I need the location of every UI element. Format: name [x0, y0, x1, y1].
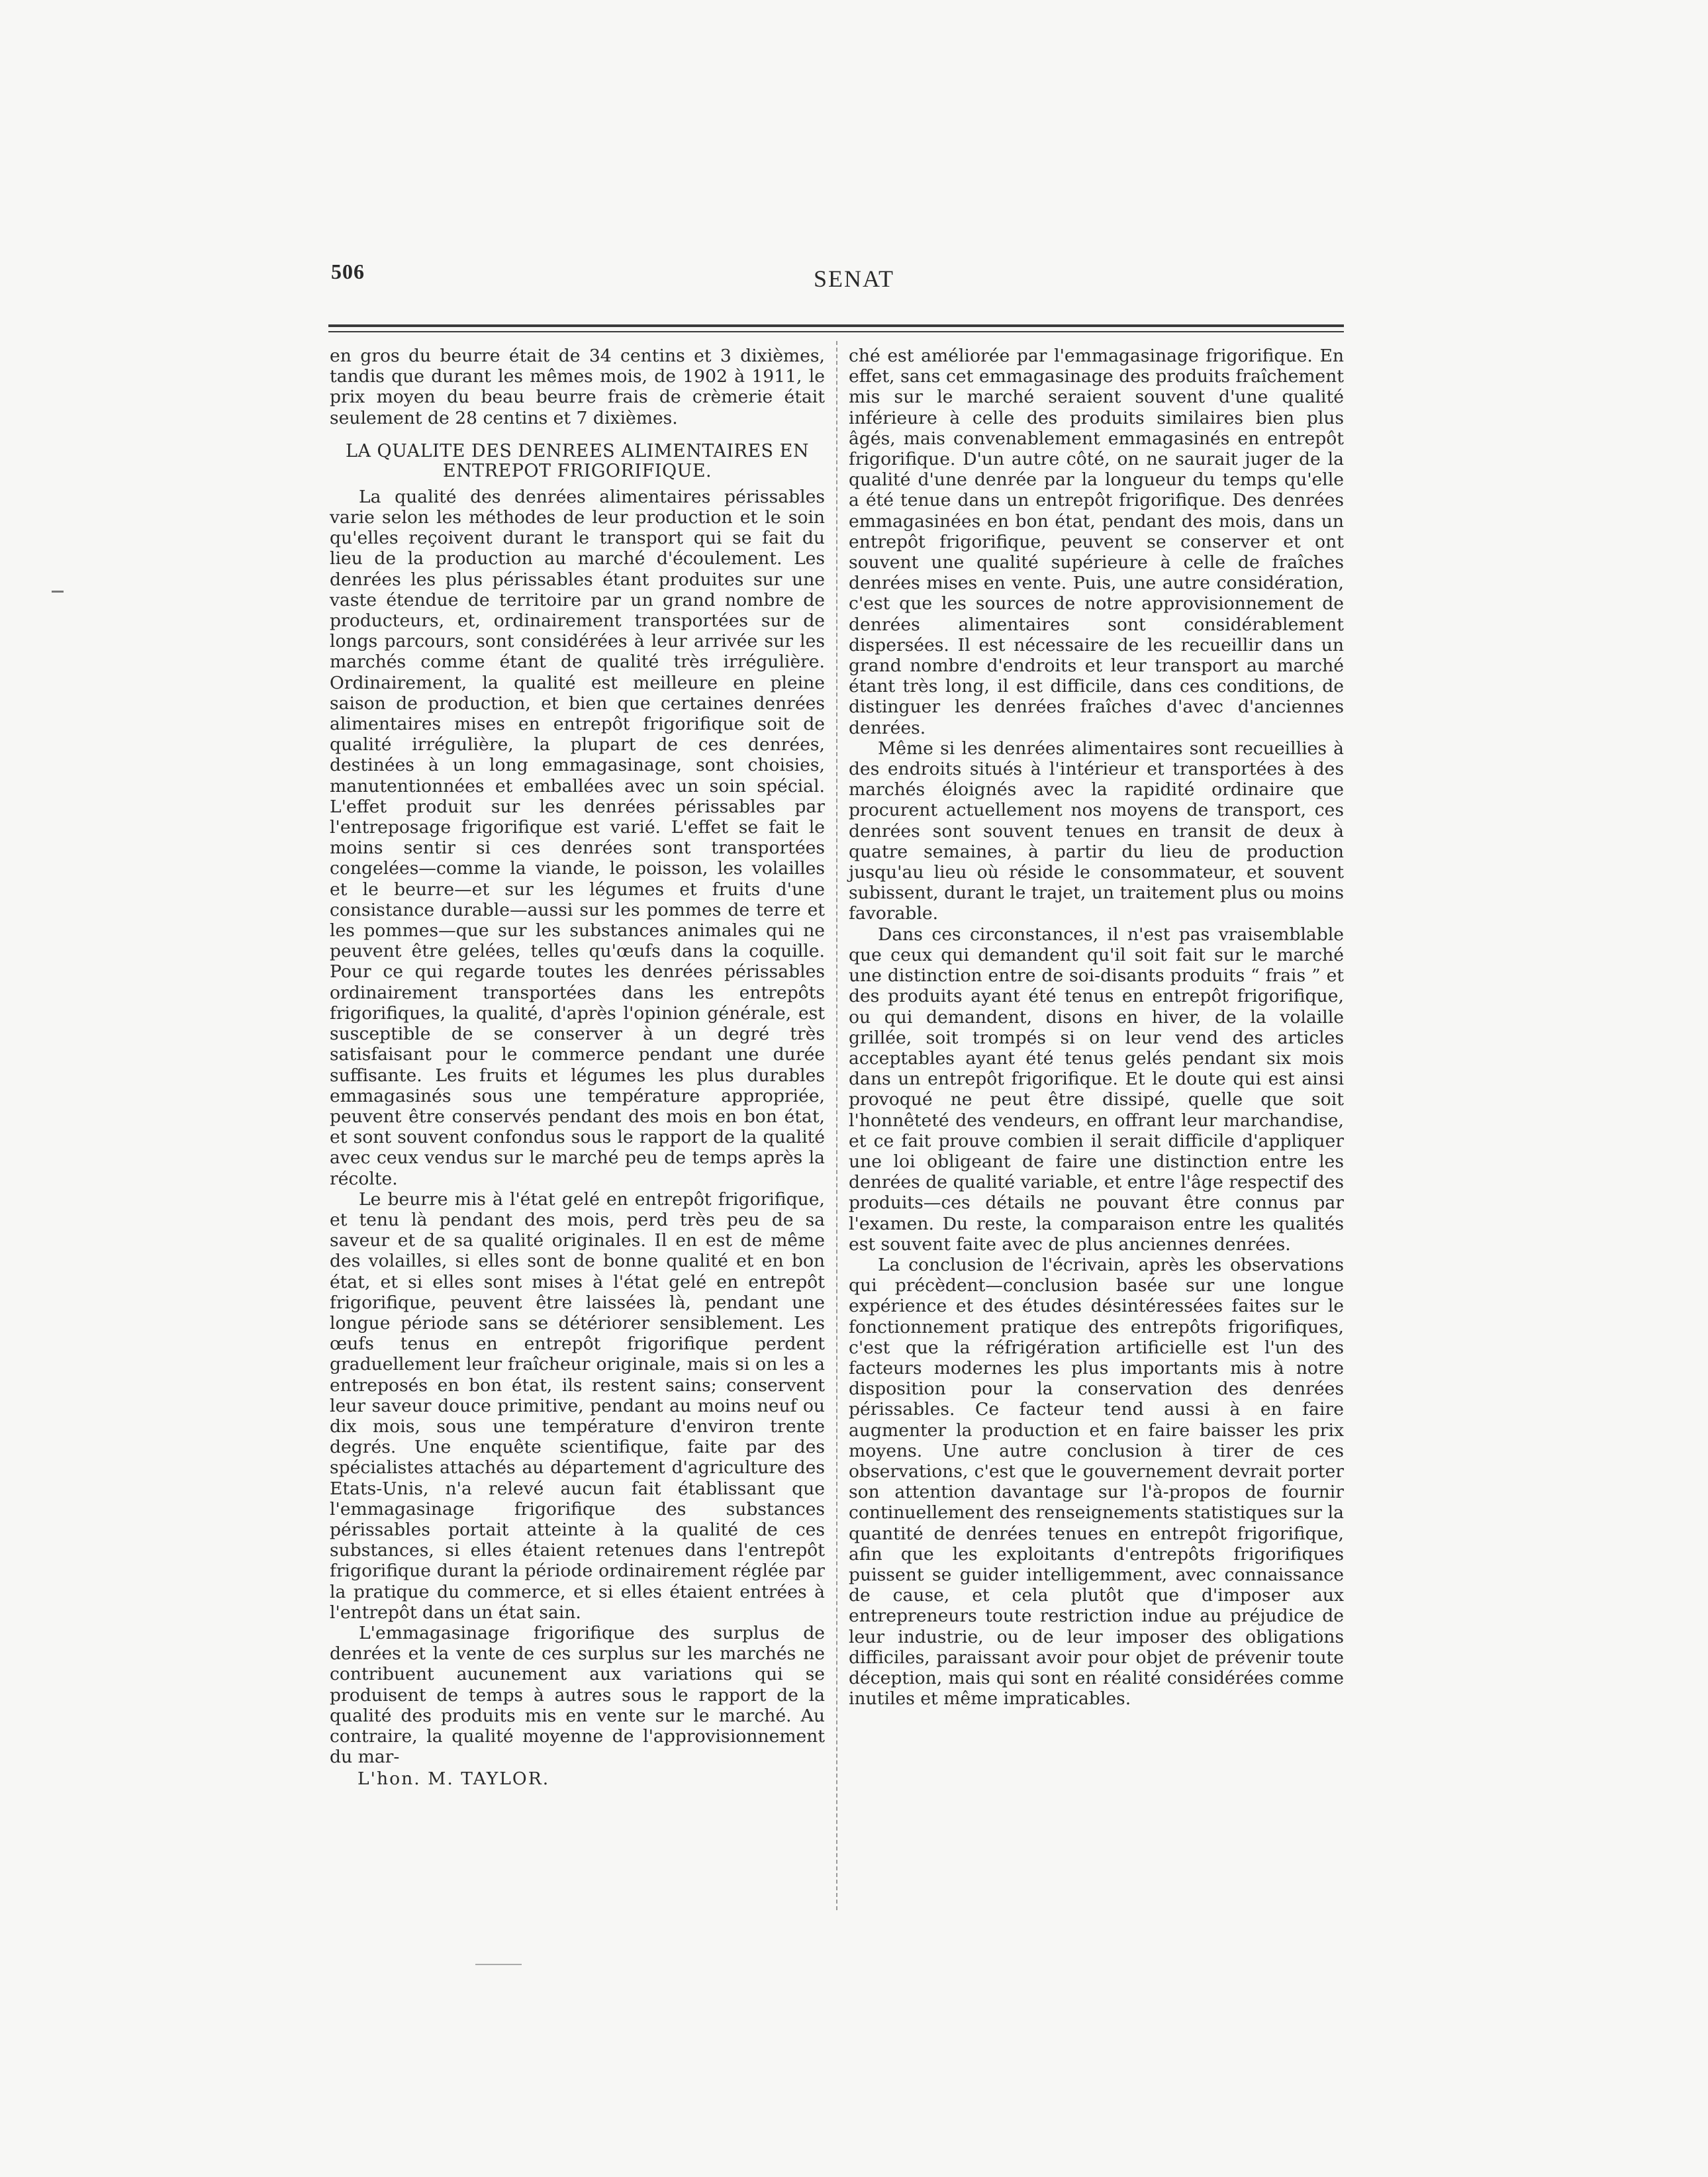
speaker-line: [330, 1768, 825, 1789]
right-paragraph-continued: ché est améliorée par l'emmagasinage frigorifique. En effet, sans cet emmagasinage des produits fraîchement mis sur le marché seraient souvent d'une qualité inférieure à celle des produits similaires bien plus âgés, mais convenablement emmagasinés en entrepôt frigorifique. D'un autre côté, on ne saurait juger de la qualité d'une denrée par la longueur du temps qu'elle a été tenue dans un entrepôt frigorifique. Des denrées emmagasinées en bon état, pendant des mois, dans un entrepôt frigorifique, peuvent se conserver et ont souvent une qualité supérieure à celle de fraîches denrées mises en vente. Puis, une autre considération, c'est que les sources de notre approvisionnement de denrées alimentaires sont considérablement dispersées. Il est nécessaire de les recueillir dans un grand nombre d'endroits et leur transport au marché étant très long, il est difficile, dans ces conditions, de distinguer les denrées fraîches d'avec d'anciennes denrées.: [849, 346, 1344, 738]
right-paragraph: La conclusion de l'écrivain, après les observations qui précèdent—conclusion basée sur une longue expérience et des études désintéressées faites sur le fonctionnement pratique des entrepôts frigorifiques, c'est que la réfrigération artificielle est l'un des facteurs modernes les plus importants mis à notre disposition pour la conservation des denrées périssables. Ce facteur tend aussi à en faire augmenter la production et en faire baisser les prix moyens. Une autre conclusion à tirer de ces observations, c'est que le gouvernement devrait porter son attention davantage sur l'à-propos de fournir continuellement des renseignements statistiques sur la quantité de denrées tenues en entrepôt frigorifique, afin que les exploitants d'entrepôts frigorifiques puissent se guider intelligemment, avec connaissance de cause, et cela plutôt que d'imposer aux entrepreneurs toute restriction indue au préjudice de leur industrie, ou de leur imposer des obligations difficiles, paraissant avoir pour objet de prévenir toute déception, mais qui sont en réalité considérées comme inutiles et même impraticables.: [849, 1254, 1344, 1710]
left-paragraph-continued: en gros du beurre était de 34 centins et 3 dixièmes, tandis que durant les mêmes mois, de 1902 à 1911, le prix moyen du beau beurre frais de crèmerie était seulement de 28 centins et 7 dixièmes.: [330, 346, 825, 428]
left-column: [330, 346, 825, 1790]
right-paragraph: Même si les denrées alimentaires sont recueillies à des endroits situés à l'intérieur et transportées à des marchés éloignés avec la rapidité ordinaire que procurent actuellement nos moyens de transport, ces denrées sont souvent tenues en transit de deux à quatre semaines, à partir du lieu de production jusqu'au lieu où réside le consommateur, et souvent subissent, durant le trajet, un traitement plus ou moins favorable.: [849, 738, 1344, 924]
column-divider: [836, 341, 837, 1910]
right-paragraph: Dans ces circonstances, il n'est pas vraisemblable que ceux qui demandent qu'il soit fait sur le marché une distinction entre de soi-disants produits “ frais ” et des produits ayant été tenus en entrepôt frigorifique, ou qui demandent, disons en hiver, de la volaille grillée, soit trompés si on leur vend des articles acceptables ayant été tenus gelés pendant six mois dans un entrepôt frigorifique. Et le doute qui est ainsi provoqué ne peut être dissipé, quelle que soit l'honnêteté des vendeurs, en offrant leur marchandise, et ce fait prouve combien il serait difficile d'appliquer une loi obligeant de faire une distinction entre les denrées de qualité variable, et entre l'âge respectif des produits—ces détails ne pouvant être connus par l'examen. Du reste, la comparaison entre les qualités est souvent faite avec de plus anciennes denrées.: [849, 924, 1344, 1255]
speaker-name: L'hon. M. TAYLOR.: [357, 1768, 550, 1790]
left-paragraph: Le beurre mis à l'état gelé en entrepôt frigorifique, et tenu là pendant des mois, perd très peu de sa saveur et de sa qualité originales. Il en est de même des volailles, si elles sont de bonne qualité et en bon état, et si elles sont mises à l'état gelé en entrepôt frigorifique, peuvent être laissées là, pendant une longue période sans se détériorer sensiblement. Les œufs tenus en entrepôt frigorifique perdent graduellement leur fraîcheur originale, mais si on les a entreposés en bon état, ils restent sains; conservent leur saveur douce primitive, pendant au moins neuf ou dix mois, sous une température d'environ trente degrés. Une enquête scientifique, faite par des spécialistes attachés au département d'agriculture des Etats-Unis, n'a relevé aucun fait établissant que l'emmagasinage frigorifique des substances périssables portait atteinte à la qualité de ces substances, si elles étaient retenues dans l'entrepôt frigorifique durant la période ordinairement réglée par la pratique du commerce, et si elles étaient entrées à l'entrepôt dans un état sain.: [330, 1188, 825, 1623]
right-column: [849, 346, 1344, 1709]
header-rule-thin: [328, 331, 1344, 332]
header-rule: [328, 324, 1344, 327]
left-paragraph: L'emmagasinage frigorifique des surplus de denrées et la vente de ces surplus sur les marchés ne contribuent aucunement aux variations qui se produisent de temps à autres sous le rapport de la qualité des produits mis en vente sur le marché. Au contraire, la qualité moyenne de l'approvisionnement du mar-: [330, 1622, 825, 1768]
page-number: 506: [331, 260, 365, 283]
footer-mark: [475, 1964, 522, 1965]
running-head: SENAT: [813, 266, 894, 292]
margin-mark: [52, 591, 64, 593]
section-heading: LA QUALITE DES DENREES ALIMENTAIRES EN ENTREPOT FRIGORIFIQUE.: [346, 440, 809, 481]
left-paragraph: La qualité des denrées alimentaires périssables varie selon les méthodes de leur production et le soin qu'elles reçoivent durant le transport qui se fait du lieu de la production au marché d'écoulement. Les denrées les plus périssables étant produites sur une vaste étendue de territoire par un grand nombre de producteurs, et, ordinairement transportées sur de longs parcours, sont considérées à leur arrivée sur les marchés comme étant de qualité très irrégulière. Ordinairement, la qualité est meilleure en pleine saison de production, et bien que certaines denrées alimentaires mises en entrepôt frigorifique soit de qualité irrégulière, la plupart de ces denrées, destinées à un long emmagasinage, sont choisies, manutentionnées et emballées avec un soin spécial. L'effet produit sur les denrées périssables par l'entreposage frigorifique est varié. L'effet se fait le moins sentir si ces denrées sont transportées congelées—comme la viande, le poisson, les volailles et le beurre—et sur les légumes et fruits d'une consistance durable—aussi sur les pommes de terre et les pommes—que sur les substances animales qui ne peuvent être gelées, telles qu'œufs dans la coquille. Pour ce qui regarde toutes les denrées périssables ordinairement transportées dans les entrepôts frigorifiques, la qualité, d'après l'opinion générale, est susceptible de se conserver à un degré très satisfaisant pour le commerce pendant une durée suffisante. Les fruits et légumes les plus durables emmagasinés sous une température appropriée, peuvent être conservés pendant des mois en bon état, et sont souvent confondus sous le rapport de la qualité avec ceux vendus sur le marché peu de temps après la récolte.: [330, 486, 825, 1189]
